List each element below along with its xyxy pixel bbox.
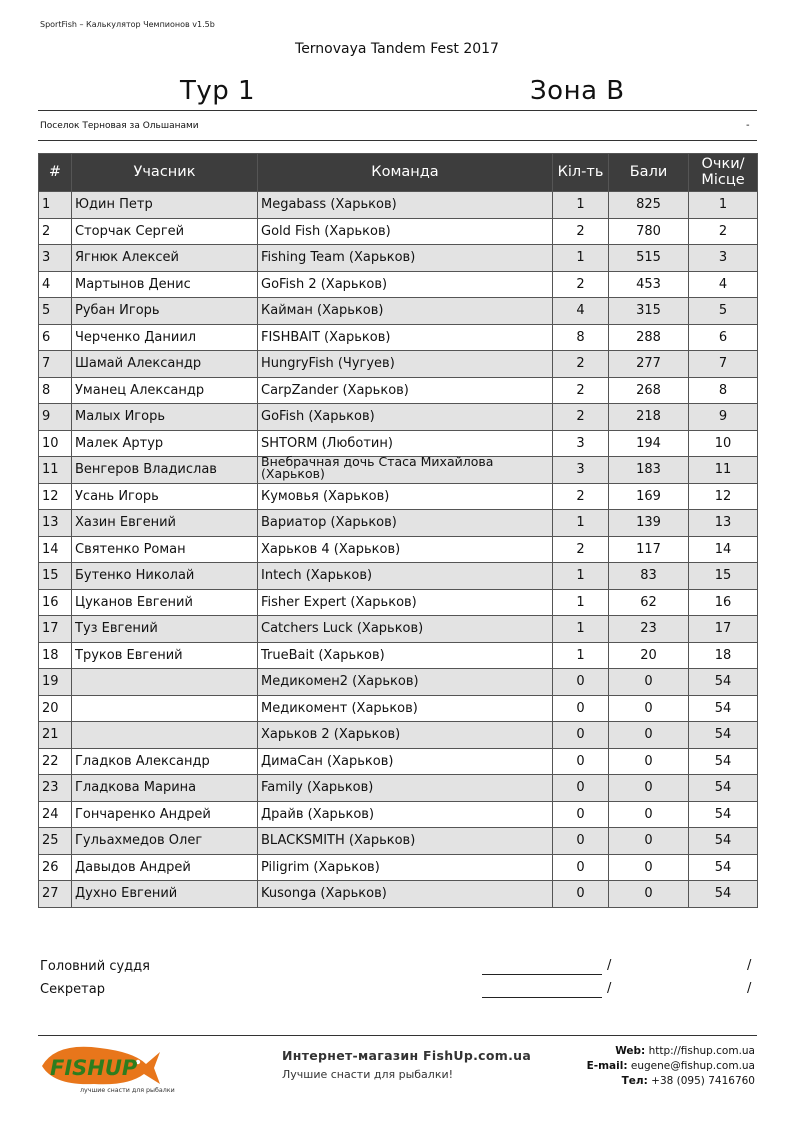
secretary-label: Секретар xyxy=(40,982,105,997)
cell-points: 0 xyxy=(609,695,689,722)
cell-team xyxy=(258,536,553,563)
cell-points: 453 xyxy=(609,271,689,298)
table-row xyxy=(39,854,758,881)
table-row xyxy=(39,457,758,484)
logo-wordmark: FISHUP xyxy=(50,1056,138,1080)
cell-participant: Гладков Александр xyxy=(72,748,258,775)
cell-participant: Венгеров Владислав xyxy=(72,457,258,484)
cell-place: 13 xyxy=(689,510,758,537)
cell-place: 54 xyxy=(689,722,758,749)
team-label: Family (Харьков) xyxy=(261,780,374,796)
cell-place: 2 xyxy=(689,218,758,245)
team-label: Вариатор (Харьков) xyxy=(261,515,397,531)
cell-number: 25 xyxy=(39,828,72,855)
cell-participant xyxy=(72,695,258,722)
cell-count: 2 xyxy=(553,377,609,404)
cell-team xyxy=(258,801,553,828)
team-label: FISHBAIT (Харьков) xyxy=(261,329,391,345)
cell-place: 54 xyxy=(689,801,758,828)
cell-participant: Святенко Роман xyxy=(72,536,258,563)
team-label: BLACKSMITH (Харьков) xyxy=(261,833,416,849)
team-label: CarpZander (Харьков) xyxy=(261,382,409,398)
cell-points: 139 xyxy=(609,510,689,537)
cell-count: 3 xyxy=(553,457,609,484)
cell-points: 194 xyxy=(609,430,689,457)
cell-participant: Цуканов Евгений xyxy=(72,589,258,616)
cell-team xyxy=(258,695,553,722)
cell-number: 10 xyxy=(39,430,72,457)
table-row xyxy=(39,510,758,537)
cell-count: 3 xyxy=(553,430,609,457)
cell-participant: Гульахмедов Олег xyxy=(72,828,258,855)
cell-place: 54 xyxy=(689,748,758,775)
column-header-team: Команда xyxy=(258,154,553,192)
cell-points: 20 xyxy=(609,642,689,669)
cell-place: 3 xyxy=(689,245,758,272)
contact-web xyxy=(615,1045,755,1057)
cell-count: 2 xyxy=(553,218,609,245)
secretary-slash-1: / xyxy=(607,981,612,996)
cell-count: 8 xyxy=(553,324,609,351)
cell-count: 1 xyxy=(553,245,609,272)
cell-participant: Туз Евгений xyxy=(72,616,258,643)
cell-participant xyxy=(72,669,258,696)
cell-number: 2 xyxy=(39,218,72,245)
column-header-place: Очки/ Місце xyxy=(689,154,758,192)
cell-team xyxy=(258,616,553,643)
table-row xyxy=(39,695,758,722)
web-link[interactable]: http://fishup.com.ua xyxy=(648,1045,755,1057)
cell-place: 5 xyxy=(689,298,758,325)
cell-count: 0 xyxy=(553,669,609,696)
cell-participant: Духно Евгений xyxy=(72,881,258,908)
cell-place: 15 xyxy=(689,563,758,590)
team-label: Драйв (Харьков) xyxy=(261,806,375,822)
cell-team xyxy=(258,430,553,457)
cell-place: 54 xyxy=(689,881,758,908)
table-row xyxy=(39,616,758,643)
team-label: HungryFish (Чугуев) xyxy=(261,356,395,372)
cell-participant: Рубан Игорь xyxy=(72,298,258,325)
cell-team xyxy=(258,510,553,537)
column-header-number: # xyxy=(39,154,72,192)
table-header-row xyxy=(39,154,758,192)
cell-count: 0 xyxy=(553,828,609,855)
cell-participant: Малек Артур xyxy=(72,430,258,457)
cell-number: 5 xyxy=(39,298,72,325)
cell-team xyxy=(258,377,553,404)
cell-participant: Труков Евгений xyxy=(72,642,258,669)
team-label: TrueBait (Харьков) xyxy=(261,647,385,663)
cell-number: 4 xyxy=(39,271,72,298)
cell-place: 4 xyxy=(689,271,758,298)
judge-slash-2: / xyxy=(747,958,752,973)
cell-number: 15 xyxy=(39,563,72,590)
cell-number: 21 xyxy=(39,722,72,749)
cell-count: 4 xyxy=(553,298,609,325)
cell-number: 7 xyxy=(39,351,72,378)
cell-participant: Бутенко Николай xyxy=(72,563,258,590)
table-row xyxy=(39,430,758,457)
cell-count: 2 xyxy=(553,536,609,563)
column-header-participant: Учасник xyxy=(72,154,258,192)
location-divider xyxy=(38,140,757,141)
team-label: Внебрачная дочь Стаса Михайлова (Харьков) xyxy=(261,453,494,481)
cell-place: 54 xyxy=(689,854,758,881)
cell-count: 0 xyxy=(553,722,609,749)
cell-place: 54 xyxy=(689,775,758,802)
cell-number: 19 xyxy=(39,669,72,696)
cell-number: 14 xyxy=(39,536,72,563)
cell-team xyxy=(258,828,553,855)
cell-points: 288 xyxy=(609,324,689,351)
cell-points: 0 xyxy=(609,722,689,749)
web-label: Web: xyxy=(615,1045,646,1057)
cell-place: 17 xyxy=(689,616,758,643)
results-table xyxy=(38,153,758,908)
judge-label: Головний суддя xyxy=(40,959,150,974)
cell-count: 2 xyxy=(553,483,609,510)
cell-place: 12 xyxy=(689,483,758,510)
contact-phone xyxy=(622,1075,755,1087)
team-label: Медикомен2 (Харьков) xyxy=(261,674,419,690)
cell-place: 16 xyxy=(689,589,758,616)
cell-count: 1 xyxy=(553,616,609,643)
table-row xyxy=(39,351,758,378)
cell-count: 0 xyxy=(553,748,609,775)
team-label: Fishing Team (Харьков) xyxy=(261,250,416,266)
cell-points: 0 xyxy=(609,775,689,802)
shop-name: Интернет-магазин FishUp.com.ua xyxy=(282,1048,532,1063)
cell-points: 0 xyxy=(609,854,689,881)
table-row xyxy=(39,775,758,802)
logo-tagline: лучшие снасти для рыбалки xyxy=(80,1087,175,1094)
cell-points: 268 xyxy=(609,377,689,404)
cell-number: 27 xyxy=(39,881,72,908)
team-label: Catchers Luck (Харьков) xyxy=(261,621,424,637)
cell-number: 3 xyxy=(39,245,72,272)
cell-number: 26 xyxy=(39,854,72,881)
cell-points: 315 xyxy=(609,298,689,325)
team-label: Харьков 4 (Харьков) xyxy=(261,541,401,557)
cell-participant: Мартынов Денис xyxy=(72,271,258,298)
cell-participant: Юдин Петр xyxy=(72,192,258,219)
cell-participant: Черченко Даниил xyxy=(72,324,258,351)
cell-participant: Уманец Александр xyxy=(72,377,258,404)
cell-team xyxy=(258,881,553,908)
footer-divider xyxy=(38,1035,757,1036)
team-label: SHTORM (Люботин) xyxy=(261,435,393,451)
cell-team xyxy=(258,589,553,616)
cell-number: 20 xyxy=(39,695,72,722)
team-label: GoFish 2 (Харьков) xyxy=(261,276,388,292)
team-label: Kusonga (Харьков) xyxy=(261,886,387,902)
shop-tagline: Лучшие снасти для рыбалки! xyxy=(282,1068,454,1081)
team-label: Megabass (Харьков) xyxy=(261,197,397,213)
cell-place: 54 xyxy=(689,695,758,722)
fishup-logo xyxy=(38,1038,175,1094)
cell-team xyxy=(258,748,553,775)
cell-participant: Усань Игорь xyxy=(72,483,258,510)
cell-place: 8 xyxy=(689,377,758,404)
table-row xyxy=(39,192,758,219)
cell-number: 24 xyxy=(39,801,72,828)
cell-place: 7 xyxy=(689,351,758,378)
table-row xyxy=(39,642,758,669)
cell-place: 1 xyxy=(689,192,758,219)
table-row xyxy=(39,324,758,351)
cell-points: 83 xyxy=(609,563,689,590)
cell-number: 1 xyxy=(39,192,72,219)
cell-place: 14 xyxy=(689,536,758,563)
cell-count: 2 xyxy=(553,351,609,378)
table-row xyxy=(39,589,758,616)
cell-count: 0 xyxy=(553,695,609,722)
cell-count: 0 xyxy=(553,854,609,881)
cell-count: 1 xyxy=(553,192,609,219)
secretary-signature-line xyxy=(482,997,602,998)
cell-participant: Сторчак Сергей xyxy=(72,218,258,245)
cell-points: 0 xyxy=(609,828,689,855)
table-row xyxy=(39,271,758,298)
cell-participant: Гончаренко Андрей xyxy=(72,801,258,828)
contact-email xyxy=(587,1060,755,1072)
cell-count: 0 xyxy=(553,801,609,828)
cell-points: 277 xyxy=(609,351,689,378)
cell-participant: Ягнюк Алексей xyxy=(72,245,258,272)
cell-team xyxy=(258,245,553,272)
phone-label: Тел: xyxy=(621,1075,648,1087)
table-row xyxy=(39,245,758,272)
cell-number: 12 xyxy=(39,483,72,510)
cell-count: 0 xyxy=(553,881,609,908)
cell-count: 2 xyxy=(553,271,609,298)
table-row xyxy=(39,669,758,696)
cell-points: 23 xyxy=(609,616,689,643)
table-row xyxy=(39,828,758,855)
cell-participant xyxy=(72,722,258,749)
cell-place: 10 xyxy=(689,430,758,457)
table-row xyxy=(39,563,758,590)
cell-team xyxy=(258,669,553,696)
table-row xyxy=(39,722,758,749)
header-divider xyxy=(38,110,757,111)
cell-points: 117 xyxy=(609,536,689,563)
cell-number: 13 xyxy=(39,510,72,537)
team-label: Медикомент (Харьков) xyxy=(261,700,418,716)
cell-place: 11 xyxy=(689,457,758,484)
team-label: Харьков 2 (Харьков) xyxy=(261,727,401,743)
cell-team xyxy=(258,271,553,298)
table-row xyxy=(39,748,758,775)
cell-points: 0 xyxy=(609,669,689,696)
cell-team xyxy=(258,298,553,325)
team-label: Piligrim (Харьков) xyxy=(261,859,380,875)
cell-points: 0 xyxy=(609,881,689,908)
table-row xyxy=(39,404,758,431)
table-row xyxy=(39,218,758,245)
tour-title: Тур 1 xyxy=(180,76,256,106)
cell-count: 1 xyxy=(553,563,609,590)
column-header-count: Кіл-ть xyxy=(553,154,609,192)
cell-place: 54 xyxy=(689,828,758,855)
table-row xyxy=(39,881,758,908)
cell-place: 6 xyxy=(689,324,758,351)
app-name: SportFish – Калькулятор Чемпионов v1.5b xyxy=(40,20,215,29)
table-row xyxy=(39,536,758,563)
cell-number: 22 xyxy=(39,748,72,775)
cell-points: 169 xyxy=(609,483,689,510)
cell-points: 780 xyxy=(609,218,689,245)
cell-points: 183 xyxy=(609,457,689,484)
event-title: Ternovaya Tandem Fest 2017 xyxy=(295,41,499,57)
cell-number: 6 xyxy=(39,324,72,351)
secretary-slash-2: / xyxy=(747,981,752,996)
location: Поселок Терновая за Ольшанами xyxy=(40,121,199,131)
cell-points: 0 xyxy=(609,801,689,828)
cell-team xyxy=(258,722,553,749)
cell-points: 825 xyxy=(609,192,689,219)
cell-count: 1 xyxy=(553,510,609,537)
cell-team xyxy=(258,483,553,510)
cell-team xyxy=(258,192,553,219)
cell-number: 8 xyxy=(39,377,72,404)
table-row xyxy=(39,298,758,325)
cell-team xyxy=(258,404,553,431)
cell-number: 17 xyxy=(39,616,72,643)
team-label: Кайман (Харьков) xyxy=(261,303,384,319)
cell-count: 1 xyxy=(553,642,609,669)
cell-points: 62 xyxy=(609,589,689,616)
cell-participant: Хазин Евгений xyxy=(72,510,258,537)
cell-participant: Шамай Александр xyxy=(72,351,258,378)
cell-team xyxy=(258,351,553,378)
cell-points: 0 xyxy=(609,748,689,775)
cell-place: 9 xyxy=(689,404,758,431)
team-label: Fisher Expert (Харьков) xyxy=(261,594,417,610)
table-row xyxy=(39,483,758,510)
table-row xyxy=(39,377,758,404)
judge-signature-line xyxy=(482,974,602,975)
cell-number: 9 xyxy=(39,404,72,431)
cell-count: 2 xyxy=(553,404,609,431)
cell-points: 218 xyxy=(609,404,689,431)
column-header-points: Бали xyxy=(609,154,689,192)
team-label: GoFish (Харьков) xyxy=(261,409,375,425)
email-link[interactable]: eugene@fishup.com.ua xyxy=(630,1060,755,1072)
cell-team xyxy=(258,563,553,590)
cell-count: 0 xyxy=(553,775,609,802)
email-label: E-mail: xyxy=(586,1060,628,1072)
phone-value: +38 (095) 7416760 xyxy=(651,1075,755,1087)
judge-slash-1: / xyxy=(607,958,612,973)
cell-team xyxy=(258,642,553,669)
zone-title: Зона B xyxy=(530,76,625,106)
cell-number: 11 xyxy=(39,457,72,484)
cell-participant: Малых Игорь xyxy=(72,404,258,431)
cell-number: 23 xyxy=(39,775,72,802)
cell-participant: Давыдов Андрей xyxy=(72,854,258,881)
cell-team xyxy=(258,453,553,484)
cell-number: 16 xyxy=(39,589,72,616)
cell-participant: Гладкова Марина xyxy=(72,775,258,802)
team-label: ДимаСан (Харьков) xyxy=(261,753,394,769)
cell-team xyxy=(258,324,553,351)
cell-team xyxy=(258,775,553,802)
table-row xyxy=(39,801,758,828)
cell-place: 18 xyxy=(689,642,758,669)
cell-number: 18 xyxy=(39,642,72,669)
team-label: Gold Fish (Харьков) xyxy=(261,223,391,239)
location-dash: - xyxy=(746,120,750,131)
cell-points: 515 xyxy=(609,245,689,272)
cell-team xyxy=(258,218,553,245)
cell-place: 54 xyxy=(689,669,758,696)
cell-team xyxy=(258,854,553,881)
cell-count: 1 xyxy=(553,589,609,616)
team-label: Кумовья (Харьков) xyxy=(261,488,390,504)
team-label: Intech (Харьков) xyxy=(261,568,373,584)
